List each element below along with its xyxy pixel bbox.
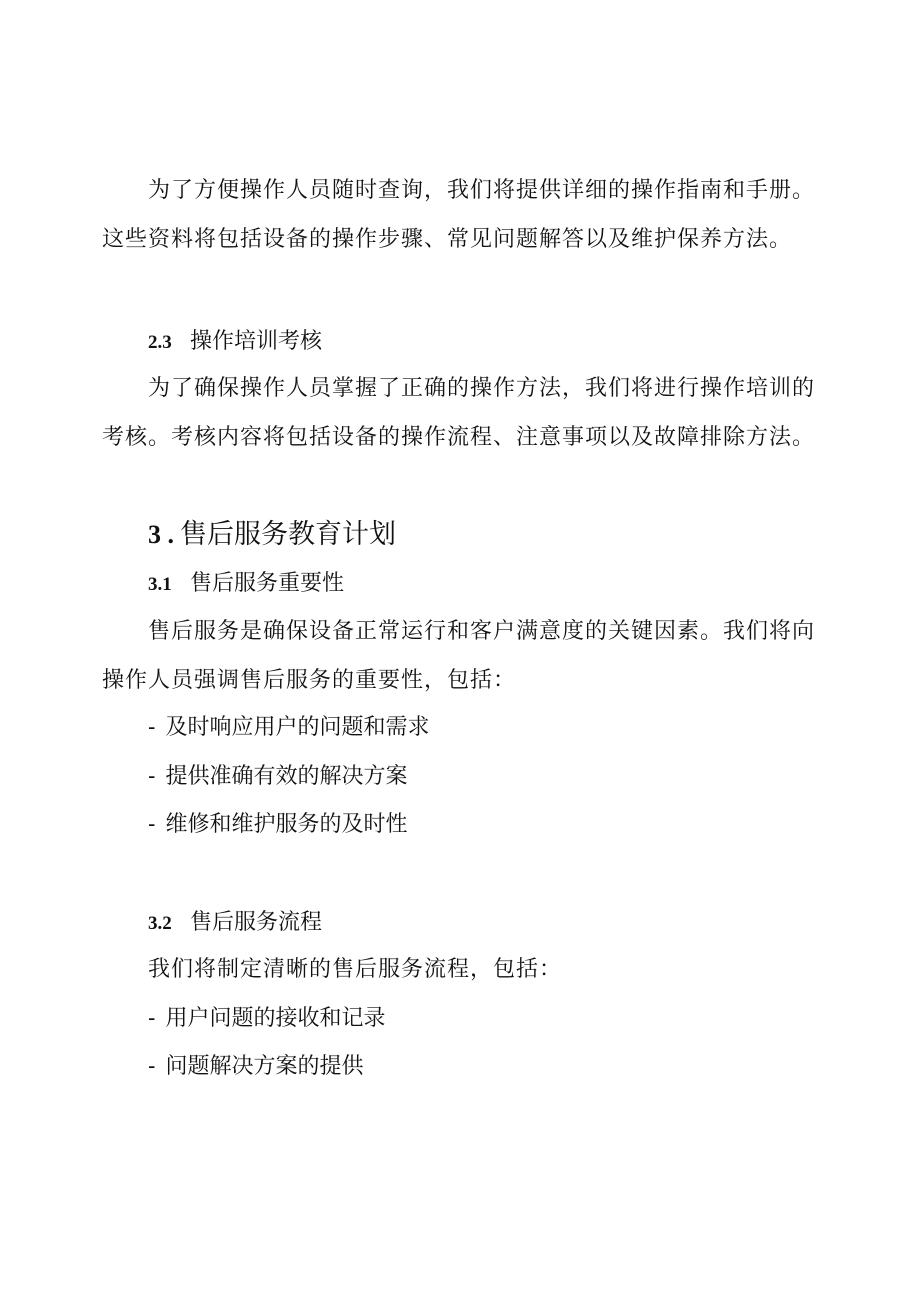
bullet-marker: - [148, 812, 156, 837]
paragraph-line: 售后服务是确保设备正常运行和客户满意度的关键因素。我们将向 [148, 619, 816, 644]
paragraph-line: 我们将制定清晰的售后服务流程，包括： [148, 957, 563, 982]
paragraph-line: 为了确保操作人员掌握了正确的操作方法，我们将进行操作培训的 [148, 376, 816, 401]
list-item [148, 762, 407, 792]
bullet-marker: - [148, 1054, 156, 1079]
section-number: 2.3 [148, 332, 172, 353]
bullet-marker: - [148, 764, 156, 789]
section-title: 售后服务重要性 [190, 571, 345, 596]
section-heading-3-2 [148, 908, 322, 939]
chapter-heading-3 [148, 517, 396, 553]
bullet-marker: - [148, 715, 156, 740]
list-item-text: 及时响应用户的问题和需求 [165, 715, 430, 740]
list-item [148, 1052, 363, 1082]
paragraph-line: 这些资料将包括设备的操作步骤、常见问题解答以及维护保养方法。 [102, 227, 793, 252]
paragraph-line: 考核。考核内容将包括设备的操作流程、注意事项以及故障排除方法。 [102, 425, 816, 450]
section-title: 操作培训考核 [190, 329, 323, 354]
list-item [148, 810, 407, 840]
section-title: 售后服务流程 [190, 910, 323, 935]
section-number: 3.1 [148, 574, 172, 595]
chapter-title: 售后服务教育计划 [180, 519, 396, 550]
paragraph-line: 操作人员强调售后服务的重要性，包括： [102, 668, 517, 693]
list-item-text: 用户问题的接收和记录 [165, 1006, 386, 1031]
section-heading-3-1 [148, 569, 344, 600]
section-number: 3.2 [148, 913, 172, 934]
list-item-text: 提供准确有效的解决方案 [165, 764, 408, 789]
list-item-text: 问题解决方案的提供 [165, 1054, 364, 1079]
list-item [148, 1004, 385, 1034]
section-heading-2-3 [148, 327, 322, 358]
chapter-number: 3 . [148, 520, 174, 549]
bullet-marker: - [148, 1006, 156, 1031]
paragraph-line: 为了方便操作人员随时查询，我们将提供详细的操作指南和手册。 [148, 178, 816, 203]
list-item [148, 713, 429, 743]
list-item-text: 维修和维护服务的及时性 [165, 812, 408, 837]
